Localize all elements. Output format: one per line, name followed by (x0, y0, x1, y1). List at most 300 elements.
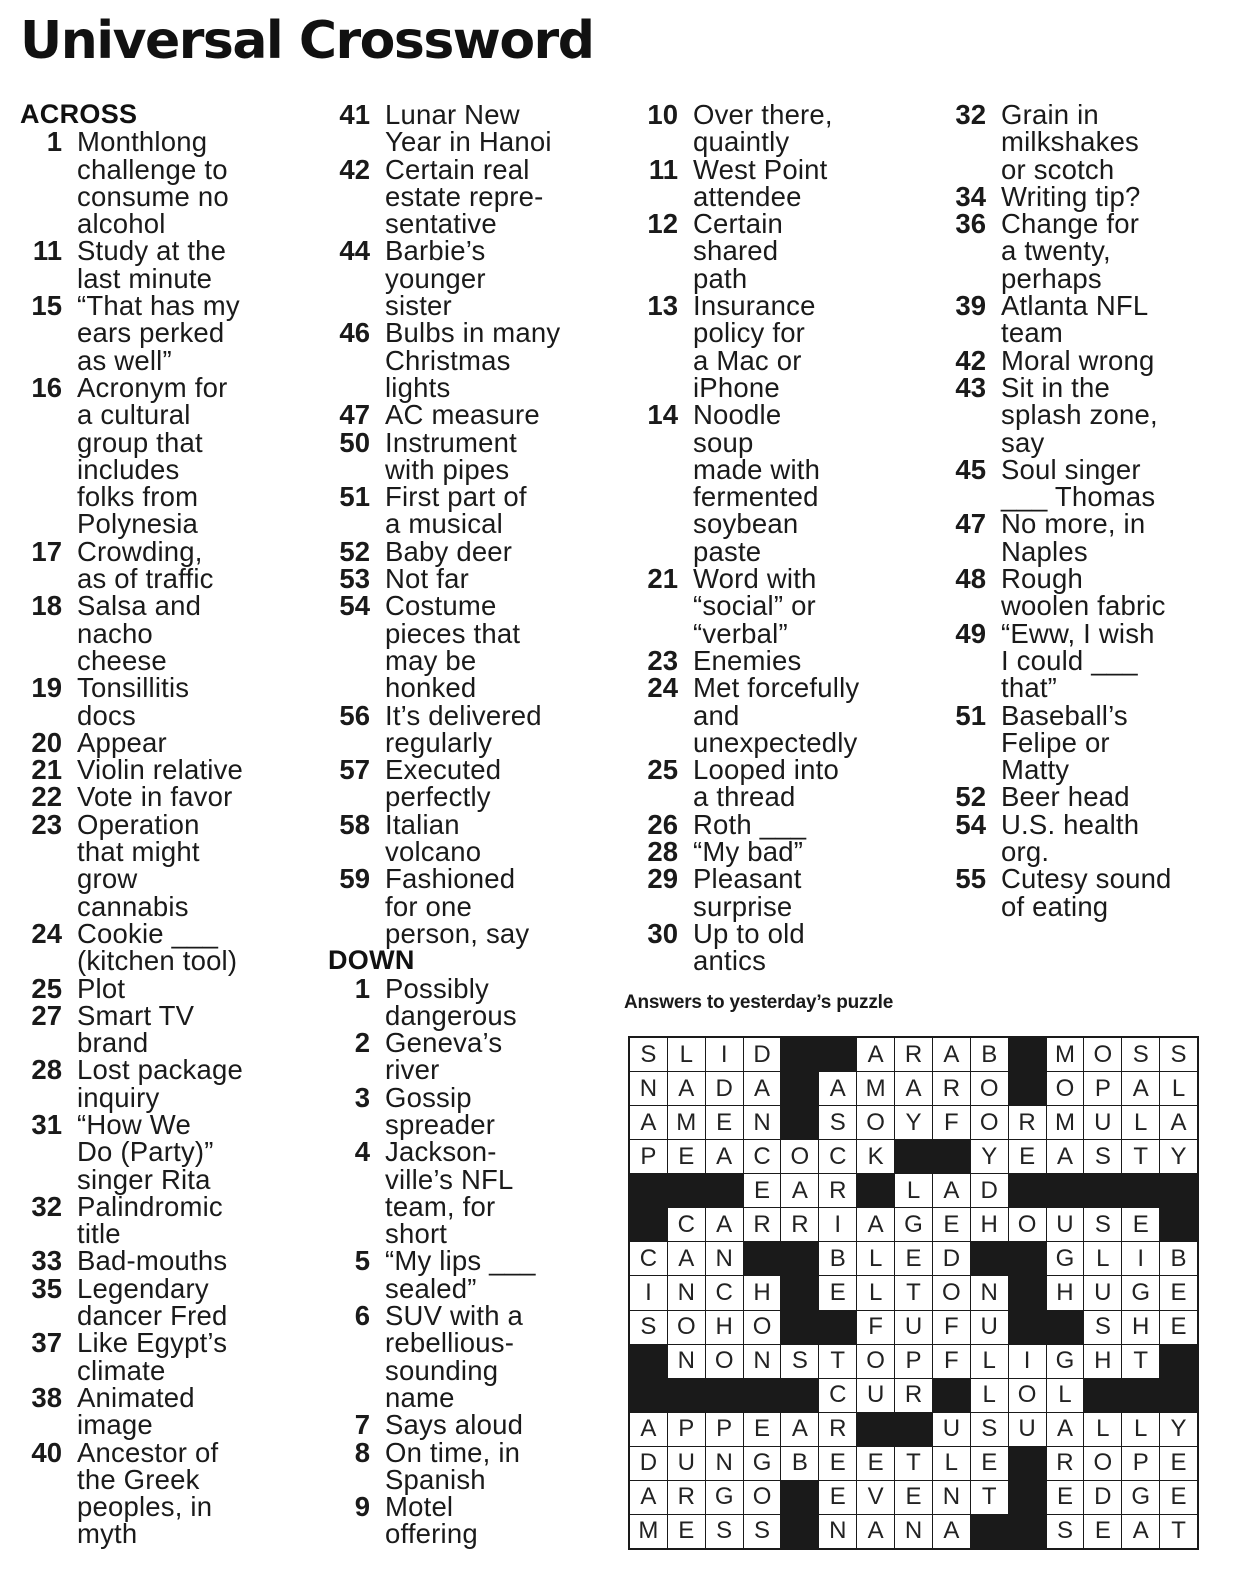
grid-letter: U (933, 1413, 970, 1446)
grid-letter: E (971, 1447, 1008, 1480)
clue (944, 565, 1234, 620)
grid-letter: A (1160, 1106, 1197, 1139)
grid-letter: L (668, 1038, 705, 1071)
clue (328, 699, 618, 758)
clue (636, 565, 926, 647)
grid-letter: H (971, 1208, 1008, 1241)
grid-letter: L (1084, 1413, 1121, 1446)
clue-number: 52 (955, 781, 986, 813)
clue-text: Possibly dangerous (385, 972, 517, 1031)
clue-number: 33 (31, 1245, 62, 1277)
grid-letter: S (744, 1515, 781, 1548)
clue (328, 1436, 618, 1495)
clue-number: 47 (955, 508, 986, 540)
clue-column-4 (944, 101, 1234, 920)
clue-text: Palindromic title (77, 1190, 223, 1250)
clue (20, 972, 310, 1004)
clue-number: 22 (31, 781, 62, 813)
grid-letter: U (895, 1311, 932, 1344)
clue (328, 808, 618, 868)
clue (20, 1056, 310, 1111)
grid-letter: I (819, 1208, 856, 1241)
grid-letter: N (630, 1072, 667, 1105)
clue-text: Soul singer ___ Thomas (1001, 453, 1156, 513)
clue-column-2 (328, 101, 618, 1548)
grid-letter: A (819, 1072, 856, 1105)
clue-number: 37 (31, 1327, 62, 1359)
grid-letter: C (819, 1140, 856, 1173)
grid-letter: A (933, 1174, 970, 1207)
grid-block (1122, 1379, 1159, 1412)
grid-block (857, 1413, 894, 1446)
grid-letter: O (744, 1311, 781, 1344)
clue-text: Monthlong challenge to consume no alcohol (77, 126, 229, 240)
grid-block (1009, 1242, 1046, 1275)
grid-block (1122, 1174, 1159, 1207)
grid-letter: U (857, 1379, 894, 1412)
grid-block (1009, 1311, 1046, 1344)
clue-text: Atlanta NFL team (1001, 290, 1149, 349)
grid-letter: N (668, 1345, 705, 1378)
grid-block (971, 1242, 1008, 1275)
clue-text: Fashioned for one person, say (385, 863, 530, 949)
clue (20, 808, 310, 922)
grid-block (630, 1208, 667, 1241)
clue-number: 45 (955, 453, 986, 485)
grid-block (781, 1276, 818, 1309)
clue (636, 836, 926, 868)
clue-text: Grain in milkshakes or scotch (1001, 99, 1140, 185)
grid-letter: P (706, 1413, 743, 1446)
grid-block (706, 1174, 743, 1207)
grid-letter: F (933, 1311, 970, 1344)
clue (20, 371, 310, 540)
clue (636, 644, 926, 676)
grid-letter: E (668, 1515, 705, 1548)
clue-number: 36 (955, 208, 986, 240)
grid-letter: Y (895, 1106, 932, 1139)
clue-number: 42 (339, 153, 370, 185)
grid-letter: I (1122, 1242, 1159, 1275)
grid-letter: A (668, 1072, 705, 1105)
clue (20, 1108, 310, 1195)
clue-number: 14 (647, 399, 678, 431)
grid-letter: E (857, 1447, 894, 1480)
clue-text: SUV with a rebellious- sounding name (385, 1300, 524, 1413)
grid-letter: E (1160, 1481, 1197, 1514)
grid-letter: P (1122, 1447, 1159, 1480)
grid-letter: R (1009, 1106, 1046, 1139)
grid-letter: B (971, 1038, 1008, 1071)
clue-number: 58 (339, 808, 370, 840)
grid-block (1084, 1174, 1121, 1207)
grid-letter: T (819, 1345, 856, 1378)
grid-letter: K (857, 1140, 894, 1173)
clue-text: Up to old antics (693, 917, 805, 977)
grid-letter: I (1009, 1345, 1046, 1378)
clue-number: 2 (354, 1027, 370, 1059)
grid-block (781, 1481, 818, 1514)
clue-number: 26 (647, 808, 678, 840)
clue (328, 153, 618, 240)
grid-block (895, 1413, 932, 1446)
clue (328, 1029, 618, 1084)
clue (944, 292, 1234, 347)
grid-letter: T (895, 1276, 932, 1309)
grid-letter: L (933, 1447, 970, 1480)
clue-text: Enemies (693, 644, 802, 676)
clue-number: 40 (31, 1436, 62, 1468)
grid-letter: O (781, 1140, 818, 1173)
clue-number: 48 (955, 563, 986, 595)
clue (328, 1409, 618, 1441)
grid-letter: S (1122, 1038, 1159, 1071)
clue-number: 55 (955, 863, 986, 895)
clue-text: It’s delivered regularly (385, 699, 542, 758)
grid-letter: L (1122, 1413, 1159, 1446)
clue (328, 101, 618, 156)
clue (20, 237, 310, 292)
grid-letter: C (744, 1140, 781, 1173)
clue-text: Lunar New Year in Hanoi (385, 99, 552, 158)
grid-letter: I (630, 1276, 667, 1309)
clue (328, 1302, 618, 1411)
grid-block (781, 1515, 818, 1548)
grid-block (1047, 1311, 1084, 1344)
clue-text: Cutesy sound of eating (1001, 863, 1172, 922)
grid-letter: S (1047, 1515, 1084, 1548)
clue-text: Certain shared path (693, 208, 784, 294)
grid-letter: T (1122, 1140, 1159, 1173)
clue (20, 999, 310, 1059)
clue-text: Costume pieces that may be honked (385, 590, 521, 704)
grid-letter: L (1160, 1072, 1197, 1105)
grid-letter: S (1084, 1311, 1121, 1344)
grid-letter: N (971, 1276, 1008, 1309)
grid-letter: N (744, 1106, 781, 1139)
grid-letter: R (1047, 1447, 1084, 1480)
clue (328, 399, 618, 431)
clue-number: 38 (31, 1381, 62, 1413)
clue-text: Appear (77, 726, 167, 758)
clue-number: 53 (339, 563, 370, 595)
clue-text: Bad-mouths (77, 1245, 228, 1277)
clue-number: 11 (32, 235, 62, 267)
grid-block (630, 1345, 667, 1378)
grid-letter: D (630, 1447, 667, 1480)
grid-letter: E (1122, 1208, 1159, 1241)
grid-block (781, 1242, 818, 1275)
grid-block (781, 1038, 818, 1071)
clue (328, 756, 618, 811)
grid-letter: P (668, 1413, 705, 1446)
clue-text: Gossip spreader (385, 1081, 496, 1140)
clue-text: Legendary dancer Fred (77, 1272, 228, 1332)
clue (636, 101, 926, 156)
grid-letter: A (668, 1242, 705, 1275)
grid-letter: N (819, 1515, 856, 1548)
clue-number: 5 (354, 1245, 370, 1277)
grid-letter: M (668, 1106, 705, 1139)
grid-letter: F (857, 1311, 894, 1344)
grid-letter: E (1160, 1447, 1197, 1480)
grid-letter: A (744, 1072, 781, 1105)
grid-letter: S (630, 1311, 667, 1344)
clue-text: Salsa and nacho cheese (77, 590, 202, 676)
clue-text: Writing tip? (1001, 180, 1141, 212)
clue (636, 401, 926, 565)
clue-text: Acronym for a cultural group that includes folks from Polynesia (77, 371, 228, 540)
grid-letter: R (895, 1038, 932, 1071)
grid-letter: E (1084, 1515, 1121, 1548)
clue-number: 10 (647, 99, 678, 130)
grid-block (630, 1379, 667, 1412)
answer-grid (628, 1036, 1199, 1550)
grid-letter: L (895, 1174, 932, 1207)
clue (20, 726, 310, 758)
grid-letter: O (933, 1276, 970, 1309)
clue (636, 865, 926, 920)
clue-text: “My bad” (693, 836, 804, 868)
clue-number: 47 (339, 399, 370, 431)
clue-number: 50 (339, 426, 370, 458)
clue-number: 30 (647, 917, 678, 949)
grid-letter: O (1084, 1038, 1121, 1071)
clue-text: Change for a twenty, perhaps (1001, 208, 1140, 294)
clue (636, 808, 926, 840)
clue (944, 781, 1234, 813)
clue-text: Insurance policy for a Mac or iPhone (693, 290, 816, 403)
clue (328, 590, 618, 704)
clue (328, 426, 618, 485)
grid-letter: E (1160, 1276, 1197, 1309)
clue-number: 46 (339, 317, 370, 349)
clue-text: Roth ___ (693, 808, 807, 840)
clue-text: Lost package inquiry (77, 1054, 243, 1113)
grid-letter: H (706, 1311, 743, 1344)
clue-text: On time, in Spanish (385, 1436, 521, 1495)
grid-block (1009, 1447, 1046, 1480)
grid-letter: L (1047, 1379, 1084, 1412)
clue-number: 15 (31, 290, 62, 322)
clue-text: Over there, quaintly (693, 99, 833, 158)
grid-letter: R (819, 1413, 856, 1446)
grid-letter: G (744, 1447, 781, 1480)
grid-letter: O (1084, 1447, 1121, 1480)
clue-number: 44 (339, 235, 370, 267)
grid-letter: D (1084, 1481, 1121, 1514)
clue-number: 52 (339, 535, 370, 567)
grid-block (857, 1174, 894, 1207)
grid-letter: A (1047, 1413, 1084, 1446)
clue (636, 756, 926, 811)
grid-letter: E (895, 1242, 932, 1275)
clue-text: Pleasant surprise (693, 863, 802, 922)
grid-letter: A (781, 1174, 818, 1207)
grid-letter: B (1160, 1242, 1197, 1275)
clue (636, 153, 926, 212)
grid-letter: U (1084, 1276, 1121, 1309)
grid-block (744, 1379, 781, 1412)
clue-number: 28 (647, 836, 678, 868)
clue-text: Executed perfectly (385, 754, 502, 813)
grid-letter: G (706, 1481, 743, 1514)
clue (944, 699, 1234, 786)
grid-letter: L (1122, 1106, 1159, 1139)
grid-block (933, 1140, 970, 1173)
grid-letter: L (857, 1276, 894, 1309)
clue (20, 674, 310, 729)
clue (20, 917, 310, 977)
clue-text: Jackson- ville’s NFL team, for short (385, 1136, 514, 1250)
grid-letter: A (706, 1140, 743, 1173)
clue-text: Study at the last minute (77, 235, 227, 294)
grid-letter: A (857, 1038, 894, 1071)
grid-letter: I (706, 1038, 743, 1071)
clue-text: Certain real estate repre- sentative (385, 153, 544, 240)
clue (20, 781, 310, 813)
clue-text: Geneva’s river (385, 1027, 503, 1086)
clue (636, 674, 926, 756)
clue (20, 1329, 310, 1384)
clue-number: 43 (955, 371, 986, 403)
grid-letter: F (933, 1106, 970, 1139)
clue-column-3 (636, 101, 926, 975)
grid-block (1009, 1276, 1046, 1309)
grid-block (1009, 1481, 1046, 1514)
clue-number: 7 (354, 1409, 370, 1441)
grid-letter: N (668, 1276, 705, 1309)
grid-letter: E (933, 1208, 970, 1241)
grid-letter: T (1160, 1515, 1197, 1548)
grid-letter: B (819, 1242, 856, 1275)
grid-block (1160, 1208, 1197, 1241)
grid-letter: G (1122, 1276, 1159, 1309)
clue-text: Animated image (77, 1381, 195, 1441)
clue (636, 210, 926, 292)
clue-text: Moral wrong (1001, 344, 1155, 376)
clue-number: 1 (46, 126, 62, 158)
clue-number: 23 (31, 808, 62, 840)
clue-text: First part of a musical (385, 481, 527, 540)
page-title: Universal Crossword (20, 11, 594, 71)
clue (944, 865, 1234, 920)
clue-number: 54 (955, 808, 986, 840)
grid-letter: G (1122, 1481, 1159, 1514)
clue (20, 754, 310, 786)
clue-number: 51 (339, 481, 370, 513)
clue-number: 8 (354, 1436, 370, 1468)
grid-letter: O (706, 1345, 743, 1378)
grid-letter: E (819, 1276, 856, 1309)
grid-letter: Y (971, 1140, 1008, 1173)
grid-letter: Y (1160, 1413, 1197, 1446)
grid-letter: E (1047, 1481, 1084, 1514)
clue (20, 1245, 310, 1277)
grid-letter: A (1122, 1072, 1159, 1105)
clue (944, 210, 1234, 292)
clue-number: 41 (339, 99, 370, 130)
grid-letter: E (744, 1413, 781, 1446)
grid-letter: U (1009, 1413, 1046, 1446)
grid-letter: E (895, 1481, 932, 1514)
grid-block (1160, 1174, 1197, 1207)
clue (328, 319, 618, 401)
grid-letter: E (1160, 1311, 1197, 1344)
grid-letter: S (1160, 1038, 1197, 1071)
clue-number: 39 (955, 290, 986, 322)
grid-letter: S (1084, 1208, 1121, 1241)
grid-letter: N (706, 1242, 743, 1275)
grid-letter: T (895, 1447, 932, 1480)
grid-letter: B (781, 1447, 818, 1480)
grid-block (1009, 1038, 1046, 1071)
grid-block (781, 1072, 818, 1105)
clue-text: Smart TV brand (77, 999, 195, 1059)
clue (944, 617, 1234, 704)
grid-block (668, 1174, 705, 1207)
grid-block (971, 1515, 1008, 1548)
clue (328, 865, 618, 947)
clue-text: Baby deer (385, 535, 513, 567)
clue-text: Barbie’s younger sister (385, 235, 486, 322)
grid-letter: D (971, 1174, 1008, 1207)
grid-letter: S (630, 1038, 667, 1071)
grid-letter: O (857, 1106, 894, 1139)
grid-letter: O (668, 1311, 705, 1344)
clue (20, 1190, 310, 1250)
grid-letter: A (857, 1515, 894, 1548)
grid-letter: O (1009, 1379, 1046, 1412)
clue-number: 54 (339, 590, 370, 622)
clue-number: 35 (31, 1272, 62, 1304)
grid-letter: Y (1160, 1140, 1197, 1173)
clue-number: 18 (31, 590, 62, 622)
clue (20, 592, 310, 674)
grid-letter: E (819, 1481, 856, 1514)
clue-text: Tonsillitis docs (77, 672, 190, 731)
clue-text: “Eww, I wish I could ___ that” (1001, 617, 1155, 704)
clue-number: 56 (339, 699, 370, 731)
clue-number: 19 (31, 672, 62, 704)
clue-text: Met forcefully and unexpectedly (693, 672, 860, 758)
grid-letter: O (1009, 1208, 1046, 1241)
clue-number: 49 (955, 617, 986, 649)
grid-letter: L (1084, 1242, 1121, 1275)
grid-block (1047, 1174, 1084, 1207)
grid-letter: R (781, 1208, 818, 1241)
grid-letter: S (971, 1413, 1008, 1446)
clue (944, 180, 1234, 212)
clue-number: 4 (354, 1136, 370, 1168)
grid-letter: U (668, 1447, 705, 1480)
clue-number: 23 (647, 644, 678, 676)
clue-text: Word with “social” or “verbal” (693, 563, 817, 649)
clue-text: Beer head (1001, 781, 1130, 813)
clue-number: 1 (354, 972, 370, 1004)
grid-letter: L (971, 1379, 1008, 1412)
grid-letter: C (630, 1242, 667, 1275)
clue-text: Motel offering (385, 1491, 478, 1550)
clue (20, 535, 310, 595)
clue (944, 371, 1234, 458)
clue-text: Operation that might grow cannabis (77, 808, 200, 922)
grid-letter: E (668, 1140, 705, 1173)
grid-letter: S (819, 1106, 856, 1139)
clue-number: 16 (31, 371, 62, 403)
grid-block (744, 1242, 781, 1275)
clue (20, 1272, 310, 1332)
